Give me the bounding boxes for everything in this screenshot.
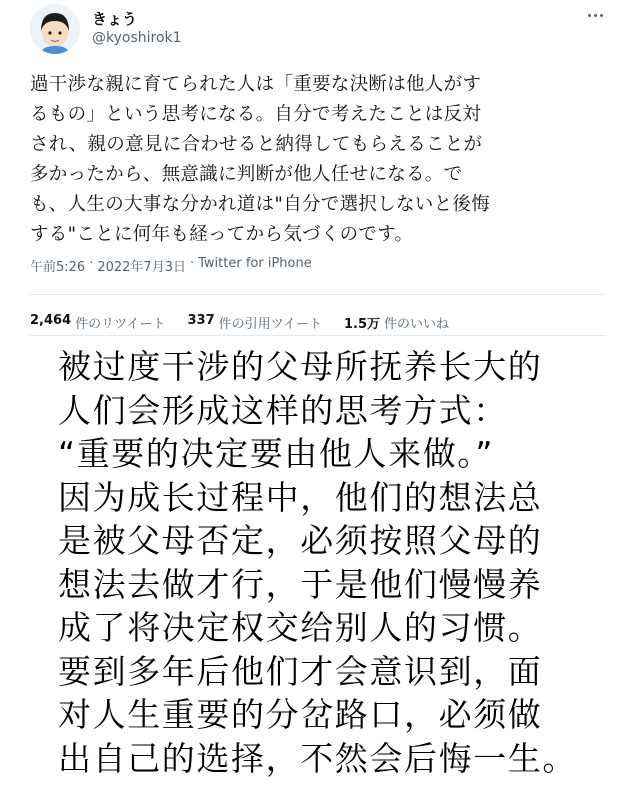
quotes-label: 件の引用ツイート xyxy=(218,317,322,332)
tweet-header xyxy=(0,0,619,70)
user-handle[interactable]: @kyoshirok1 xyxy=(92,30,182,46)
tweet-stats xyxy=(30,313,449,332)
meta-separator: · xyxy=(89,256,94,271)
retweets-stat[interactable] xyxy=(30,313,165,332)
meta-separator: · xyxy=(189,256,195,271)
likes-stat[interactable] xyxy=(344,313,449,332)
likes-count: 1.5万 xyxy=(343,317,381,332)
tweet-meta xyxy=(30,256,312,275)
tweet-source[interactable]: Twitter for iPhone xyxy=(198,256,312,271)
avatar[interactable] xyxy=(30,4,80,54)
quotes-stat[interactable] xyxy=(187,313,322,332)
user-name[interactable]: きょう xyxy=(92,10,138,28)
divider xyxy=(30,294,606,295)
tweet-date[interactable]: 2022年7月3日 xyxy=(97,260,186,275)
tweet-text: 過干渉な親に育てられた人は「重要な決断は他人がす るもの」という思考になる。自分で考えたことは反対 され、親の意見に合わせると納得してもらえることが 多かったから、無意識に判断が他人任せになる。で も、人生の大事な分かれ道は"自分で選択しないと後悔 する"ことに何年も経ってから気づくのです。 xyxy=(30,74,491,245)
likes-label: 件のいいね xyxy=(384,317,450,332)
tweet-time[interactable]: 午前5:26 xyxy=(30,260,86,275)
retweets-count: 2,464 xyxy=(30,313,72,328)
translation-caption: 被过度干涉的父母所抚养长大的 人们会形成这样的思考方式： “重要的决定要由他人来做。” 因为成长过程中，他们的想法总 是被父母否定，必须按照父母的 想法去做才行，于是他们慢慢养 成了将决定权交给别人的习惯。 要到多年后他们才会意识到，面 对人生重要的分岔路口，必须做 出自己的选择，不然会后悔一生。 xyxy=(58,347,577,778)
more-horizontal-icon[interactable] xyxy=(588,10,608,20)
retweets-label: 件のリツイート xyxy=(75,317,166,332)
quotes-count: 337 xyxy=(187,313,215,328)
divider xyxy=(30,335,606,336)
